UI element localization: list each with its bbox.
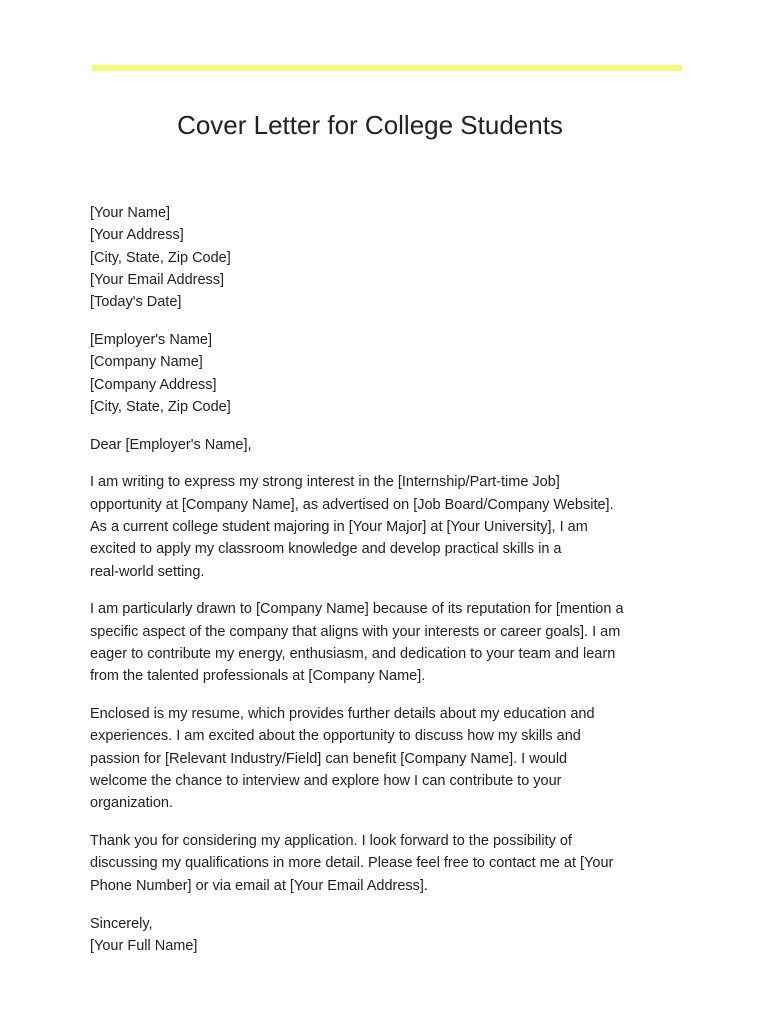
paragraph-line: As a current college student majoring in [Your Major] at [Your University], I am (90, 519, 588, 536)
paragraph-company-interest (90, 598, 660, 687)
salutation-line: Dear [Employer's Name], (90, 436, 252, 453)
salutation (90, 434, 660, 456)
sender-address-block (90, 202, 660, 313)
valediction: Sincerely, (90, 915, 153, 932)
paragraph-line: discussing my qualifications in more detail. Please feel free to contact me at [Your (90, 855, 614, 872)
paragraph-line: eager to contribute my energy, enthusiasm, and dedication to your team and learn (90, 646, 616, 663)
company-name: [Company Name] (90, 354, 203, 371)
paragraph-line: Enclosed is my resume, which provides further details about my education and (90, 706, 595, 723)
paragraph-line: organization. (90, 795, 174, 812)
letter-date: [Today's Date] (90, 294, 182, 311)
paragraph-resume (90, 703, 660, 814)
paragraph-line: I am particularly drawn to [Company Name] because of its reputation for [mention a (90, 601, 624, 618)
company-city-state-zip: [City, State, Zip Code] (90, 398, 231, 415)
paragraph-intro (90, 471, 660, 582)
sender-email: [Your Email Address] (90, 271, 225, 288)
paragraph-line: real-world setting. (90, 563, 205, 580)
paragraph-line: welcome the chance to interview and explore how I can contribute to your (90, 773, 562, 790)
sender-city-state-zip: [City, State, Zip Code] (90, 249, 231, 266)
paragraph-line: from the talented professionals at [Company Name]. (90, 668, 426, 685)
paragraph-line: experiences. I am excited about the opportunity to discuss how my skills and (90, 728, 581, 745)
letter-body (90, 202, 660, 973)
title-accent-bar (92, 65, 682, 71)
sender-address: [Your Address] (90, 227, 184, 244)
paragraph-line: specific aspect of the company that aligns with your interests or career goals]. I am (90, 623, 621, 640)
document-title: Cover Letter for College Students (177, 110, 563, 140)
paragraph-line: passion for [Relevant Industry/Field] can benefit [Company Name]. I would (90, 750, 568, 767)
paragraph-line: I am writing to express my strong interest in the [Internship/Part-time Job] (90, 474, 560, 491)
paragraph-line: opportunity at [Company Name], as advertised on [Job Board/Company Website]. (90, 496, 614, 513)
paragraph-line: Phone Number] or via email at [Your Email Address]. (90, 877, 428, 894)
paragraph-line: excited to apply my classroom knowledge and develop practical skills in a (90, 541, 562, 558)
paragraph-line: Thank you for considering my application. I look forward to the possibility of (90, 833, 572, 850)
closing-block (90, 913, 660, 958)
recipient-address-block (90, 329, 660, 418)
employer-name: [Employer's Name] (90, 331, 213, 348)
sender-name: [Your Name] (90, 205, 171, 221)
company-address: [Company Address] (90, 376, 217, 393)
signature-name: [Your Full Name] (90, 937, 198, 954)
paragraph-thanks (90, 830, 660, 897)
